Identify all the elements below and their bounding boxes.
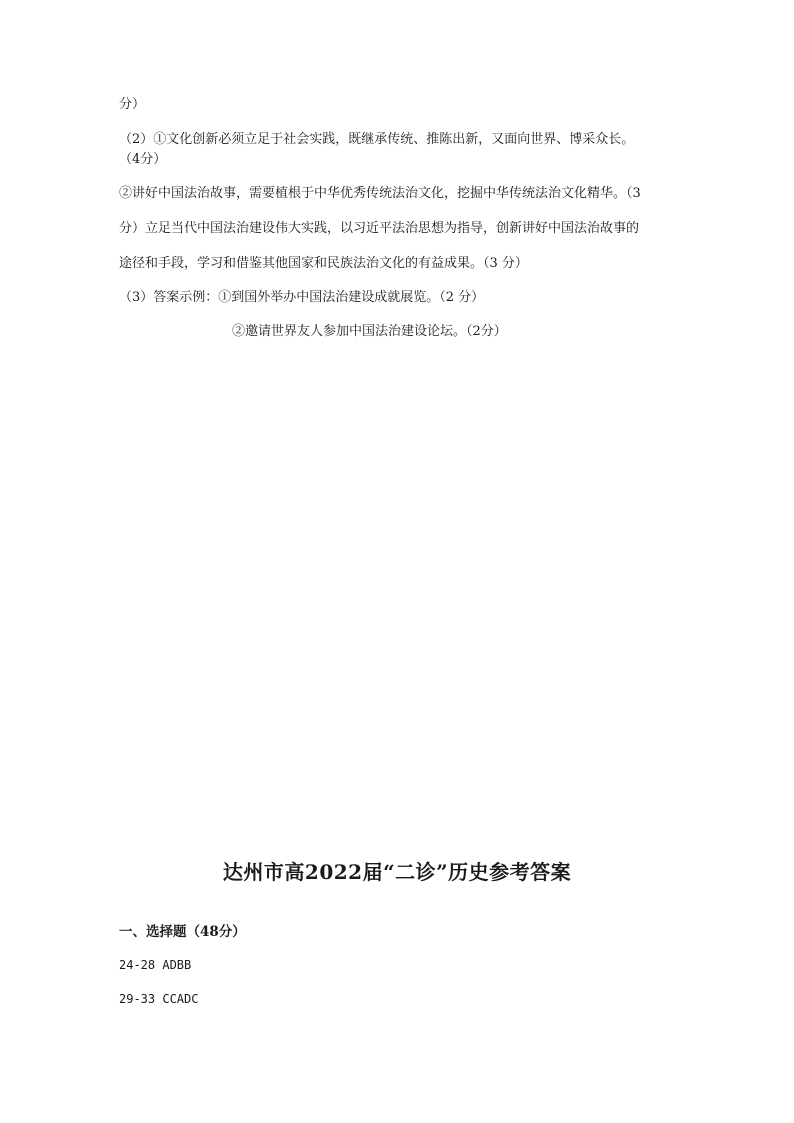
answer-text-line: （2）①文化创新必须立足于社会实践，既继承传统、推陈出新，又面向世界、博采众长。 <box>119 132 635 147</box>
answer-text-line: 分） <box>119 97 146 112</box>
page-title: 达州市高2022届“二诊”历史参考答案 <box>222 860 572 884</box>
answer-row: 24-28 ADBB <box>119 958 192 972</box>
section-heading: 一、选择题（48分） <box>119 924 246 940</box>
answer-text-line: 分）立足当代中国法治建设伟大实践，以习近平法治思想为指导，创新讲好中国法治故事的 <box>119 221 640 236</box>
answer-text-line: （3）答案示例：①到国外举办中国法治建设成就展览。（2 分） <box>119 290 485 305</box>
answer-row: 29-33 CCADC <box>119 992 199 1006</box>
answer-text-line: （4分） <box>119 152 167 167</box>
answer-text-line: ②讲好中国法治故事，需要植根于中华优秀传统法治文化，挖掘中华传统法治文化精华。（3 <box>119 186 641 201</box>
answer-text-line: ②邀请世界友人参加中国法治建设论坛。（2分） <box>232 324 507 339</box>
answer-text-line: 途径和手段，学习和借鉴其他国家和民族法治文化的有益成果。（3 分） <box>119 256 528 271</box>
